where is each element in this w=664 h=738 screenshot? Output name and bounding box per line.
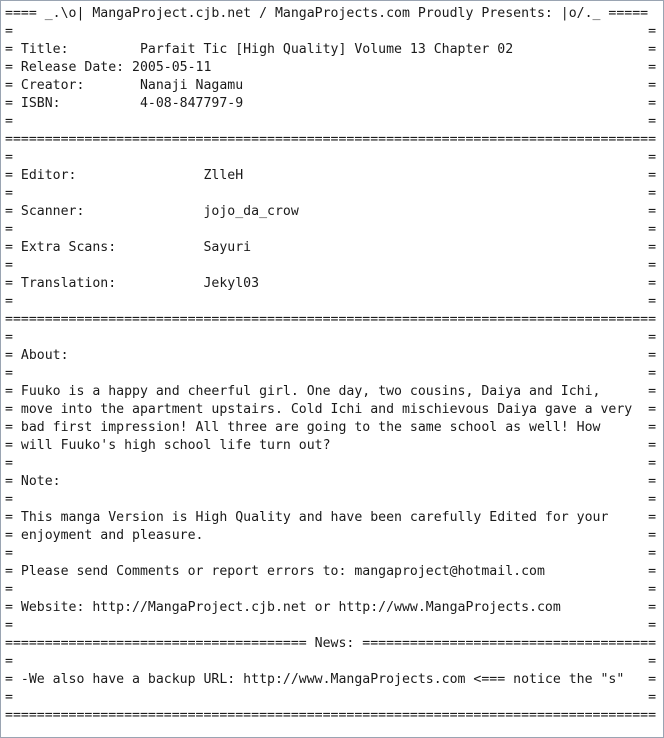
text-line: = will Fuuko's high school life turn out? = [5,438,657,453]
text-line: = = [5,330,657,345]
text-line: = Website: http://MangaProject.cjb.net or http://www.MangaProjects.com = [5,600,657,615]
text-line: = = [5,114,657,129]
text-line: = = [5,582,657,597]
text-line: = = [5,456,657,471]
text-line: = move into the apartment upstairs. Cold Ichi and mischievous Daiya gave a very = [5,402,657,417]
text-line: = = [5,546,657,561]
text-line: = = [5,222,657,237]
text-line: = Title: Parfait Tic [High Quality] Volume 13 Chapter 02 = [5,42,657,57]
text-line: = Please send Comments or report errors to: mangaproject@hotmail.com = [5,564,657,579]
text-line: ====================================== News: ===================================== [5,636,657,651]
text-line: ================================================================================== [5,132,657,147]
text-line: = = [5,258,657,273]
document-text [1,1,663,725]
text-line: = enjoyment and pleasure. = [5,528,657,543]
text-line: = Editor: ZlleH = [5,168,657,183]
text-line: ==== _.\o| MangaProject.cjb.net / MangaProjects.com Proudly Presents: |o/._ ===== [5,6,649,21]
text-line: = Extra Scans: Sayuri = [5,240,657,255]
text-line: = = [5,294,657,309]
text-line: = Note: = [5,474,657,489]
text-line: = -We also have a backup URL: http://www.MangaProjects.com <=== notice the "s" = [5,672,657,687]
text-line: = = [5,654,657,669]
text-line: = Fuuko is a happy and cheerful girl. One day, two cousins, Daiya and Ichi, = [5,384,657,399]
text-line: = = [5,24,657,39]
text-line: = = [5,366,657,381]
text-line: = Scanner: jojo_da_crow = [5,204,657,219]
text-line: ================================================================================== [5,312,657,327]
text-line: ================================================================================== [5,708,657,723]
text-line: = ISBN: 4-08-847797-9 = [5,96,657,111]
text-line: = Creator: Nanaji Nagamu = [5,78,657,93]
text-line: = = [5,618,657,633]
text-line: = This manga Version is High Quality and have been carefully Edited for your = [5,510,657,525]
text-line: = bad first impression! All three are going to the same school as well! How = [5,420,657,435]
text-line: = = [5,690,657,705]
text-line: = = [5,150,657,165]
text-line: = = [5,492,657,507]
text-line: = About: = [5,348,657,363]
text-line: = = [5,186,657,201]
text-line: = Translation: Jekyl03 = [5,276,657,291]
text-line: = Release Date: 2005-05-11 = [5,60,657,75]
